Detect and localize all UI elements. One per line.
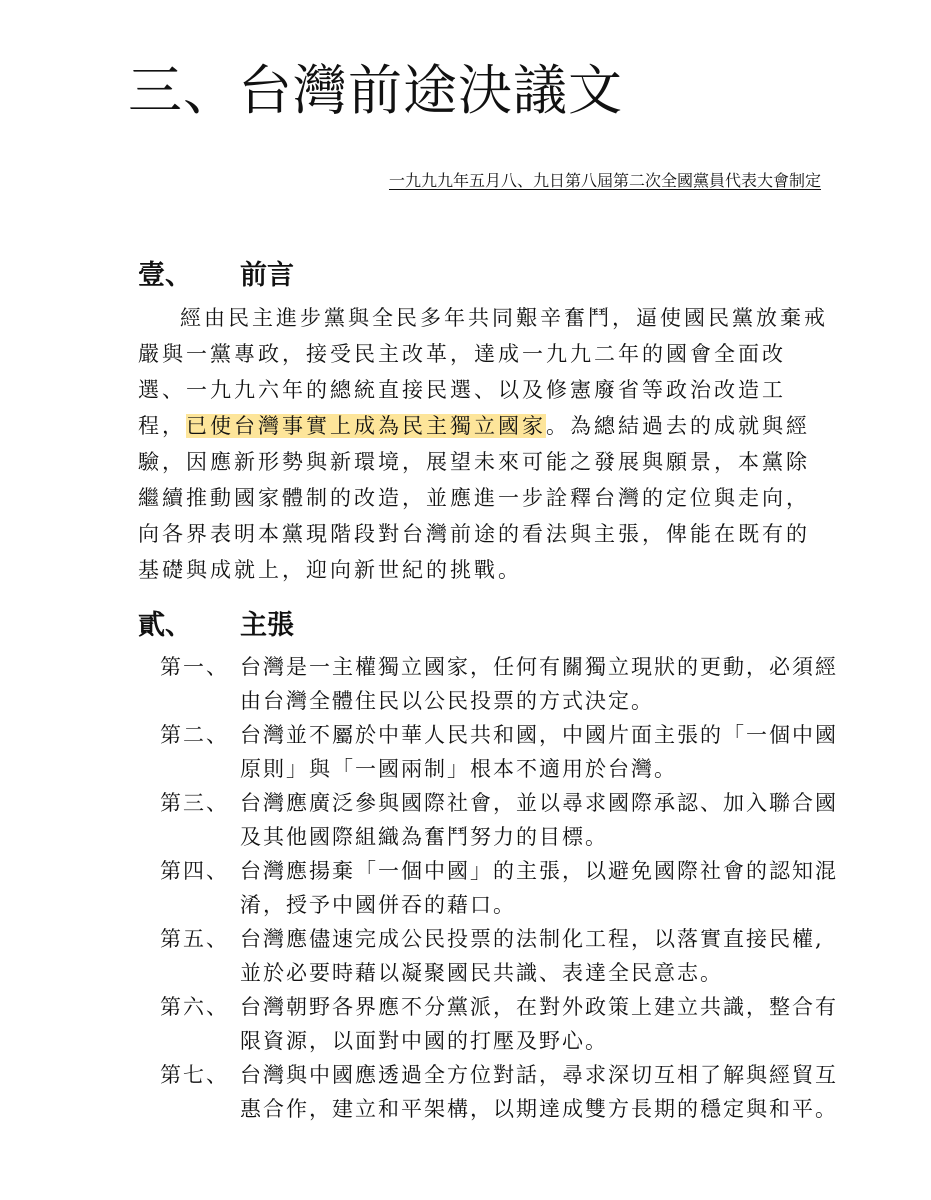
section-title: 主張 [240,610,294,641]
item-number: 第三、 [160,791,229,815]
item-text: 台灣是一主權獨立國家，任何有關獨立現狀的更動，必須經由台灣全體住民以公民投票的方式決定。 [240,655,838,713]
item-number: 第七、 [160,1063,229,1087]
item-text: 台灣應儘速完成公民投票的法制化工程，以落實直接民權,並於必要時藉以凝聚國民共識、表達全民意志。 [240,927,824,985]
preface-text-start: 經由民主進步黨與全民多年共同艱辛奮鬥，逼使國民黨放棄戒嚴與一黨專政，接受民主改革，達成一九九二年的國會全面改選、一九九六年的總統直接民選、以及修憲廢省等政治改造工程， [138,306,828,438]
list-item [160,650,840,718]
claims-list [160,650,840,1126]
list-item [160,1058,840,1126]
section-title: 前言 [240,260,294,291]
item-number: 第六、 [160,995,229,1019]
list-item [160,718,840,786]
item-number: 第四、 [160,859,229,883]
item-text: 台灣朝野各界應不分黨派，在對外政策上建立共識，整合有限資源，以面對中國的打壓及野心。 [240,995,838,1053]
item-text: 台灣應揚棄「一個中國」的主張，以避免國際社會的認知混淆，授予中國併吞的藉口。 [240,859,838,917]
highlighted-text: 已使台灣事實上成為民主獨立國家 [186,414,546,438]
document-subtitle: 一九九九年五月八、九日第八屆第二次全國黨員代表大會制定 [388,171,821,190]
item-number: 第二、 [160,723,229,747]
section-heading-preface [138,258,294,294]
section-number: 壹、 [138,260,192,291]
list-item [160,990,840,1058]
item-number: 第一、 [160,655,229,679]
item-number: 第五、 [160,927,229,951]
preface-text-end: 。為總結過去的成就與經驗，因應新形勢與新環境，展望未來可能之發展與願景，本黨除繼續推動國家體制的改造，並應進一步詮釋台灣的定位與走向，向各界表明本黨現階段對台灣前途的看法與主張，俾能在既有的基礎與成就上，迎向新世紀的挑戰。 [138,414,810,582]
item-text: 台灣應廣泛參與國際社會，並以尋求國際承認、加入聯合國及其他國際組織為奮鬥努力的目標。 [240,791,838,849]
preface-paragraph [138,300,828,588]
section-number: 貳、 [138,610,192,641]
section-heading-claims [138,608,294,644]
list-item [160,786,840,854]
list-item [160,854,840,922]
item-text: 台灣並不屬於中華人民共和國，中國片面主張的「一個中國原則」與「一國兩制」根本不適用於台灣。 [240,723,838,781]
item-text: 台灣與中國應透過全方位對話，尋求深切互相了解與經貿互惠合作，建立和平架構，以期達成雙方長期的穩定與和平。 [240,1063,838,1121]
list-item [160,922,840,990]
document-title: 三、台灣前途決議文 [128,59,623,122]
